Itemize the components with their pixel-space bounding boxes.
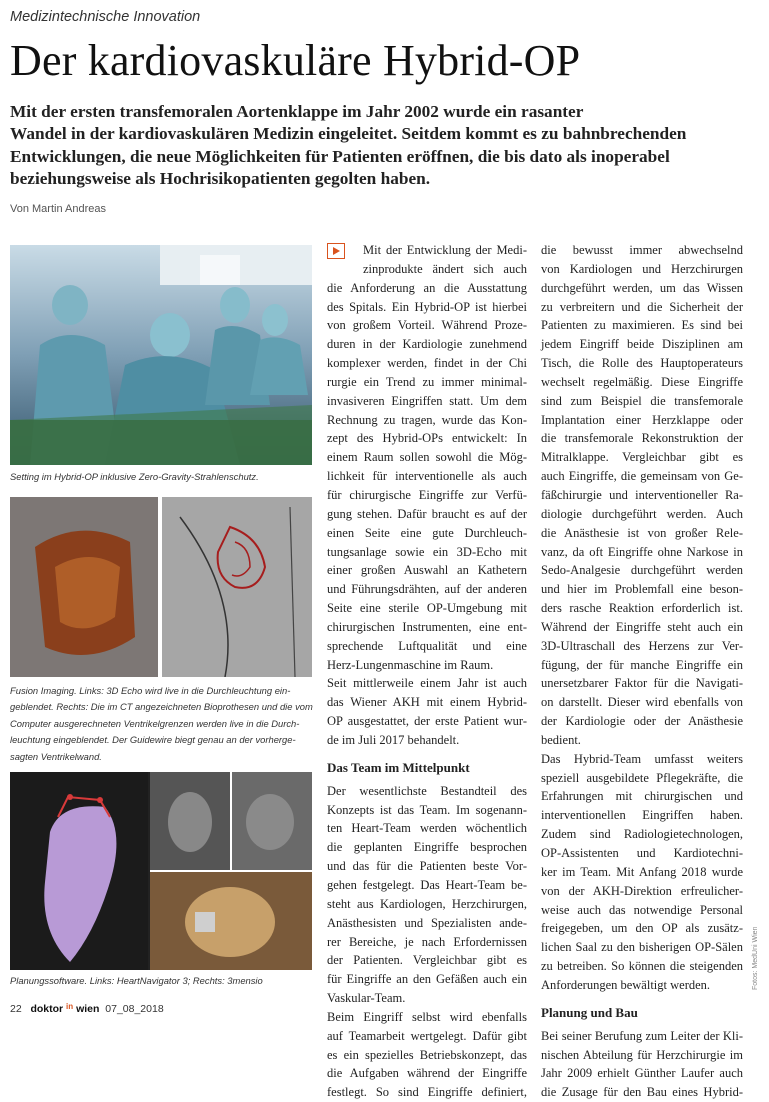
fusion-imaging-illustration <box>10 497 312 677</box>
magazine-name-in: in <box>66 1002 74 1011</box>
text-line: zu betreiben. So können die steigenden <box>541 959 743 974</box>
text-line: OP ausgestattet, der erste Patient wur- <box>327 714 527 729</box>
text-line: ders rasche Reaktion erforderlich ist. <box>541 601 743 616</box>
text-line: Patienten zu maximieren. Es sind bei <box>541 318 743 333</box>
text-line: Während der Eingriffe steht auch ein <box>541 619 743 634</box>
surgery-photo-illustration <box>10 245 312 465</box>
photo-credit: Fotos: MedUni Wien <box>752 926 759 990</box>
text-line: Anforderungen bewältigt werden. <box>541 977 711 992</box>
lead-line: Wandel in der kardiovaskulären Medizin eingeleitet. Seitdem kommt es zu bahnbrechenden <box>10 124 687 144</box>
text-line: Konzepts ist das Team. Im sogenann- <box>327 802 527 817</box>
text-line: gehen festgelegt. Das Heart-Team be- <box>327 878 527 892</box>
text-line: bedient. <box>541 732 581 747</box>
text-line: die Anforderung an die Ausstattung <box>327 280 527 295</box>
text-line: Bei seiner Berufung zum Leiter der Kli- <box>541 1028 743 1043</box>
text-line: invasiveren Eingriffen statt. Um dem <box>327 393 527 408</box>
text-line: ker im Team. Mit Anfang 2018 wurde <box>541 864 743 879</box>
text-line: Zudem sind Radiologietechnologen, <box>541 827 743 842</box>
text-line: Seit mittlerweile einem Jahr ist auch <box>327 676 527 691</box>
text-line: gung stehen. Dafür braucht es auf der <box>327 506 527 521</box>
text-line: interventionellen Eingriffen haben. <box>541 808 743 823</box>
text-line: Beim Eingriff selbst wird ebenfalls <box>327 1009 527 1024</box>
text-line: freigegeben, um den OP als zusätz- <box>541 921 743 936</box>
text-line: Erfahrungen mit chirurgischen und <box>541 789 743 804</box>
text-line: von der AKH-Direktion erfreulicher- <box>541 883 743 898</box>
image-planning-software <box>10 772 312 970</box>
caption-figure-1 <box>10 469 259 485</box>
text-line: die Anästhesie ist von großer Rele- <box>541 525 743 540</box>
text-line: fäßchirurgie und interventioneller Ra- <box>541 487 743 502</box>
page-number: 22 <box>10 1003 22 1015</box>
lead-line: Entwicklungen, die neue Möglichkeiten für Patienten eröffnen, die bis dato als inoperabel <box>10 146 670 166</box>
page-footer <box>10 1002 164 1015</box>
caption-line: Computer ausgerechneten Ventrikelgrenzen werden live in die Durch- <box>10 717 300 729</box>
text-line: komplexer werden, findet in der Chi <box>327 356 527 371</box>
text-line: duren in der Kardiologie zunehmend <box>327 337 527 352</box>
text-line: die geplanten Eingriffe besprochen <box>327 840 527 855</box>
text-line: und hier im Problemfall eine beson- <box>541 582 743 597</box>
text-line: einer großen Auswahl an Kathetern <box>327 563 527 578</box>
lead-paragraph <box>10 101 730 190</box>
text-line: einen Seite eine gute Durchleuch- <box>327 525 527 540</box>
text-line: Tisch, die Rolle des Hauptoperateurs <box>541 356 743 371</box>
text-line: chirurgischen Instrumenten, eine ent- <box>327 619 527 634</box>
text-line: des Spitals. Ein Hybrid-OP ist hierbei <box>327 299 527 314</box>
text-line: von Kardiologen und Herzchirurgen <box>541 261 743 276</box>
text-line: sprechende Luftqualität und eine <box>327 638 527 653</box>
caption-line: leuchtung eingeblendet. Der Guidewire biegt genau an der vorherge- <box>10 734 296 746</box>
headline: Der kardiovaskuläre Hybrid-OP <box>10 36 581 85</box>
caption-line: Planungssoftware. Links: HeartNavigator 3; Rechts: 3mensio <box>10 975 263 986</box>
caption-line: geblendet. Rechts: Die im CT angezeichneten Bioprothesen und die vom <box>10 701 313 713</box>
subheading-team: Das Team im Mittelpunkt <box>327 759 470 775</box>
text-line: die Zusage für den Bau eines Hybrid- <box>541 1085 743 1100</box>
text-line: steht aus Kardiologen, Herzchirurgen, <box>327 896 527 911</box>
author-byline: Von Martin Andreas <box>10 203 107 215</box>
caption-line: sagten Ventrikelwand. <box>10 750 102 762</box>
image-fusion-imaging <box>10 497 312 677</box>
text-line: Implantation einer Herzklappe oder <box>541 412 743 427</box>
text-line: Seite eine sterile OP-Umgebung mit <box>327 601 527 616</box>
text-line: und das für die Patienten beste Vor- <box>327 859 527 874</box>
text-line: rer Bereiche, je nach Erfordernissen <box>327 934 527 949</box>
text-line: zu verbreitern und die Sicherheit der <box>541 299 743 314</box>
text-line: de im Juli 2017 behandelt. <box>327 732 460 747</box>
text-line: Herz-Lungenmaschine im Raum. <box>327 657 494 672</box>
text-line: Anästhesisten und Spezialisten ande- <box>327 915 527 930</box>
text-line: Rechnung zu tragen, wurde das Kon- <box>327 412 527 427</box>
text-line: Sedo-Analgesie durchgeführt werden <box>541 563 743 578</box>
text-line: Der wesentlichste Bestandteil des <box>327 783 527 798</box>
text-line: fügung, der für manche Eingriffe ein <box>541 657 743 672</box>
text-line: lichen Saal zu den bisherigen OP-Sälen <box>541 940 743 955</box>
lead-line: Mit der ersten transfemoralen Aortenklappe im Jahr 2002 wurde ein rasanter <box>10 102 584 121</box>
photo-hybrid-or-surgeons <box>10 245 312 465</box>
section-label: Medizintechnische Innovation <box>10 9 201 25</box>
text-line: der Kardiologie oder der Anästhesie <box>541 714 743 729</box>
text-line: on darstellt. Dieser wird ebenfalls von <box>541 695 743 710</box>
caption-line: Setting im Hybrid-OP inklusive Zero-Gravity-Strahlenschutz. <box>10 471 259 482</box>
text-line: Das Hybrid-Team umfasst weiters <box>541 751 743 766</box>
text-line: zept des Hybrid-OPs entwickelt: In <box>327 431 527 446</box>
text-line: jedem Eingriff beide Disziplinen am <box>541 337 743 352</box>
text-line: Mit der Entwicklung der Medi- <box>363 243 527 257</box>
text-line: ten Heart-Team werden wöchentlich <box>327 821 527 836</box>
text-line: speziell ausgebildete Pflegekräfte, die <box>541 770 743 785</box>
text-line: OP-Assistenten und Kardiotechni- <box>541 846 743 860</box>
text-line: lichkeit für interventionelle als auch <box>327 469 527 484</box>
text-line: auch Eingriffe, die gemeinsam von Ge- <box>541 469 743 484</box>
text-line: für Eingriffe an den Gefäßen auch ein <box>327 972 527 987</box>
magazine-name-part1: doktor <box>30 1003 64 1015</box>
text-line: es ein spezielles Betriebskonzept, das <box>327 1047 527 1062</box>
text-line: tungsanlage sowie ein 3D-Echo mit <box>327 544 527 559</box>
text-line: für chirurgische Eingriffe zur Verfü- <box>327 487 527 502</box>
text-line: durchgeführt werden, um das Wissen <box>541 280 743 295</box>
text-line: wechselt regelmäßig. Diese Eingriffe <box>541 374 743 389</box>
article-start-icon <box>327 243 345 263</box>
text-line: rurgie ein Trend zu immer minimal- <box>327 374 527 389</box>
text-line: Mitralklappe. Vergleichbar gibt es <box>541 450 743 465</box>
text-line: die bewusst immer abwechselnd <box>541 243 743 257</box>
text-line: die Aufgaben während der Eingriffe <box>327 1066 527 1081</box>
text-line: sind zum Beispiel die transfemorale <box>541 393 743 408</box>
caption-figure-3 <box>10 973 263 989</box>
text-line: diologie durchgeführt werden. Auch <box>541 506 743 521</box>
caption-line: Fusion Imaging. Links: 3D Echo wird live in die Durchleuchtung ein- <box>10 685 291 696</box>
text-line: unersetzbarer Faktor für die Navigati- <box>541 676 743 691</box>
text-line: die transfemorale Rekonstruktion der <box>541 431 743 446</box>
magazine-name-part2: wien <box>76 1003 100 1015</box>
issue-date: 07_08_2018 <box>105 1003 164 1015</box>
text-line: der Patienten. Vergleichbar gibt es <box>327 953 527 968</box>
text-line: nischen Abteilung für Herzchirurgie im <box>541 1047 743 1062</box>
subheading-planning: Planung und Bau <box>541 1004 638 1020</box>
planning-software-illustration <box>10 772 312 970</box>
text-line: 3D-Ultraschall des Herzens zur Ver- <box>541 638 743 653</box>
text-line: Vaskular-Team. <box>327 991 406 1006</box>
text-line: festlegt. So sind Eingriffe definiert, <box>327 1085 527 1100</box>
text-line: und Führungsdrähten, auf der anderen <box>327 582 527 597</box>
text-line: zinprodukte ändert sich auch <box>363 261 527 276</box>
text-line: einem Raum sollen sowohl die Mög- <box>327 450 527 465</box>
column-middle <box>327 241 527 1102</box>
text-line: Jahr 2009 erhielt Günther Laufer auch <box>541 1066 743 1081</box>
text-line: weise auch das notwendige Personal <box>541 902 743 917</box>
text-line: von großem Vorteil. Während Proze- <box>327 318 527 333</box>
text-line: das Wiener AKH mit einem Hybrid- <box>327 695 527 710</box>
text-line: vanz, da oft Eingriffe ohne Narkose in <box>541 544 743 559</box>
lead-line: beziehungsweise als Hochrisikopatienten gegolten haben. <box>10 168 431 188</box>
caption-figure-2 <box>10 683 313 765</box>
column-right <box>541 241 743 1102</box>
text-line: auf Teamarbeit wertgelegt. Dafür gibt <box>327 1028 527 1043</box>
